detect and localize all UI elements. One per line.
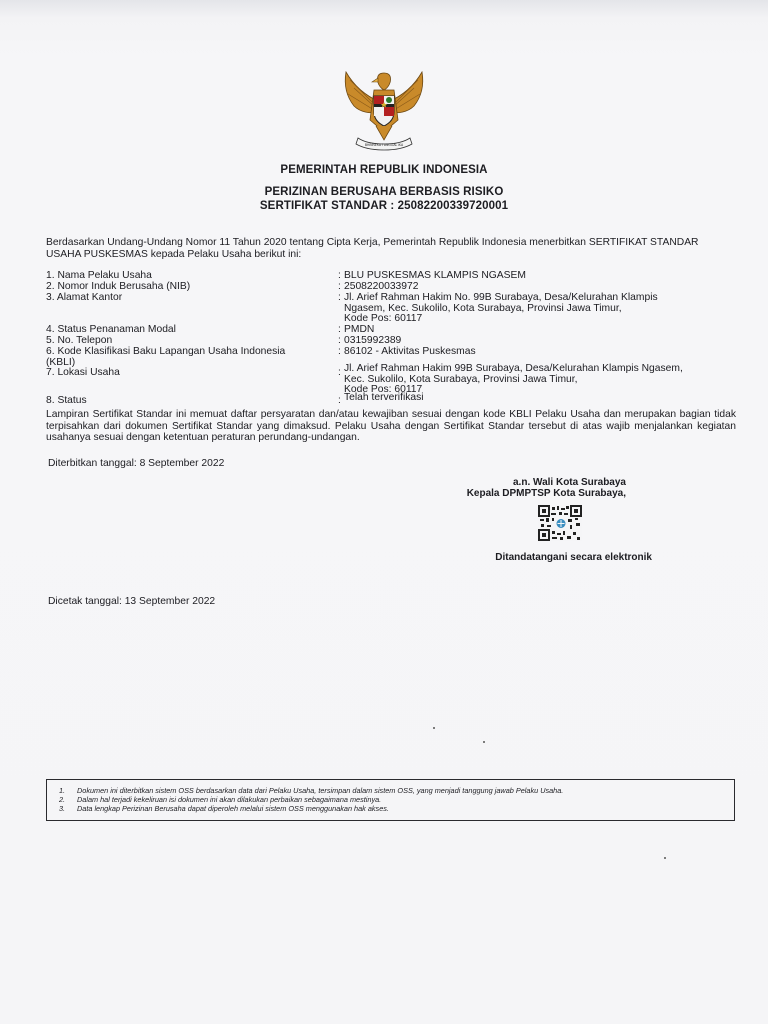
field-value: Jl. Arief Rahman Hakim No. 99B Surabaya, Desa/Kelurahan Klampis — [344, 292, 658, 303]
footnote-number: 3. — [59, 804, 66, 813]
field-colon: : — [338, 395, 341, 406]
field-colon: : — [338, 281, 341, 292]
intro-paragraph: Berdasarkan Undang-Undang Nomor 11 Tahun 2020 tentang Cipta Kerja, Pemerintah Republik Indonesia menerbitkan SERTIFIKAT STANDAR USAHA PUSKESMAS kepada Pelaku Usaha berikut ini: — [46, 237, 699, 260]
scan-speck — [433, 727, 435, 729]
document-title: PERIZINAN BERUSAHA BERBASIS RISIKO — [264, 186, 504, 198]
footnote-number: 1. — [59, 786, 66, 795]
garuda-emblem-icon — [336, 66, 432, 152]
printed-date: Dicetak tanggal: 13 September 2022 — [48, 596, 216, 607]
field-value: Jl. Arief Rahman Hakim 99B Surabaya, Desa/Kelurahan Klampis Ngasem, — [344, 363, 683, 374]
signatory-position: Kepala DPMPTSP Kota Surabaya, — [466, 488, 626, 499]
field-colon: : — [338, 270, 341, 281]
footnote-text: Dokumen ini diterbitkan sistem OSS berdasarkan data dari Pelaku Usaha, tersimpan dalam sistem OSS, yang menjadi tanggung jawab Pelaku Usaha. — [77, 786, 564, 795]
field-value: PMDN — [344, 324, 375, 335]
field-label: 5. No. Telepon — [46, 335, 113, 346]
field-value: BLU PUSKESMAS KLAMPIS NGASEM — [344, 270, 526, 281]
emblem-motto: BHINNEKA TUNGGAL IKA — [364, 143, 404, 147]
field-label-line2: (KBLI) — [46, 356, 76, 368]
field-colon: : — [338, 292, 341, 303]
issued-date: Diterbitkan tanggal: 8 September 2022 — [48, 458, 225, 469]
footnote-text: Dalam hal terjadi kekeliruan isi dokumen ini akan dilakukan perbaikan sebagaimana mestinya. — [77, 795, 382, 804]
field-value-line2: Ngasem, Kec. Sukolilo, Kota Surabaya, Provinsi Jawa Timur, — [344, 302, 622, 314]
signatory-on-behalf: a.n. Wali Kota Surabaya — [513, 477, 626, 488]
field-value: 0315992389 — [344, 335, 402, 346]
field-value-line3: Kode Pos: 60117 — [344, 313, 423, 324]
footnote-item — [59, 795, 726, 804]
field-colon: : — [338, 346, 341, 357]
footnote-item — [59, 804, 726, 813]
field-label: 4. Status Penanaman Modal — [46, 324, 176, 335]
field-label: 3. Alamat Kantor — [46, 292, 123, 303]
field-label: 6. Kode Klasifikasi Baku Lapangan Usaha Indonesia — [46, 346, 286, 357]
field-value-line3: Kode Pos: 60117 — [344, 384, 423, 395]
footnote-text: Data lengkap Perizinan Berusaha dapat diperoleh melalui sistem OSS menggunakan hak akses. — [77, 804, 389, 813]
footnote-number: 2. — [59, 795, 66, 804]
field-colon: : — [338, 367, 341, 378]
field-label: 8. Status — [46, 395, 87, 406]
field-value: Telah terverifikasi — [344, 392, 424, 403]
electronic-signature-note: Ditandatangani secara elektronik — [495, 552, 652, 563]
footnote-item — [59, 786, 726, 795]
footnote-box — [46, 779, 735, 821]
field-value: 2508220033972 — [344, 281, 419, 292]
field-label: 2. Nomor Induk Berusaha (NIB) — [46, 281, 191, 292]
government-header: PEMERINTAH REPUBLIK INDONESIA — [280, 164, 488, 176]
qr-code-icon — [538, 505, 582, 541]
scan-speck — [483, 741, 485, 743]
field-value: 86102 - Aktivitas Puskesmas — [344, 346, 476, 357]
attachment-note: Lampiran Sertifikat Standar ini memuat daftar persyaratan dan/atau kewajiban sesuai dengan kode KBLI Pelaku Usaha dan merupakan bagian tidak terpisahkan dari dokumen Sertifikat Standar yang dimaksud. Pelaku Usaha dengan Sertifikat Standar tersebut di atas wajib menjalankan kegiatan usahanya sesuai dengan ketentuan peraturan perundang-undangan. — [46, 409, 736, 443]
field-value-line2: Kec. Sukolilo, Kota Surabaya, Provinsi Jawa Timur, — [344, 373, 578, 385]
field-colon: : — [338, 335, 341, 346]
field-label: 7. Lokasi Usaha — [46, 367, 120, 378]
certificate-number: SERTIFIKAT STANDAR : 25082200339720001 — [259, 200, 509, 212]
field-colon: : — [338, 324, 341, 335]
scan-speck — [664, 857, 666, 859]
field-label: 1. Nama Pelaku Usaha — [46, 270, 152, 281]
